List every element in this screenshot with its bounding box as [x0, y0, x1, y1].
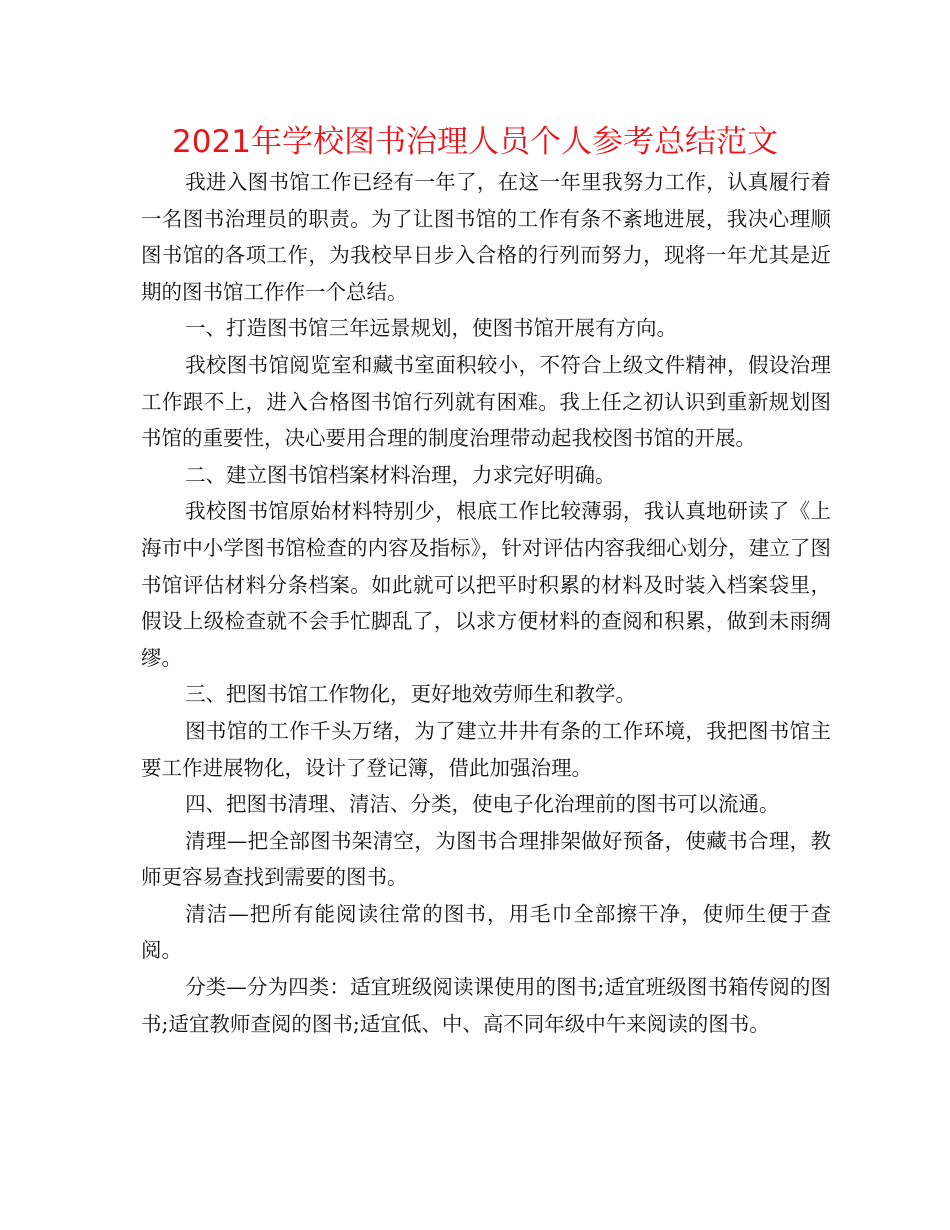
paragraph-cleanup: 清理—把全部图书架清空，为图书合理排架做好预备，使藏书合理，教师更容易查找到需要的图书。 — [141, 828, 831, 890]
paragraph-cleaning: 清洁—把所有能阅读往常的图书，用毛巾全部擦干净，使师生便于查阅。 — [141, 901, 831, 963]
paragraph-section-1: 我校图书馆阅览室和藏书室面积较小，不符合上级文件精神，假设治理工作跟不上，进入合格图书馆行列就有困难。我上任之初认识到重新规划图书馆的重要性，决心要用合理的制度治理带动起我校图书馆的开展。 — [141, 352, 831, 451]
paragraph-section-2: 我校图书馆原始材料特别少，根底工作比较薄弱，我认真地研读了《上海市中小学图书馆检查的内容及指标》，针对评估内容我细心划分，建立了图书馆评估材料分条档案。如此就可以把平时积累的材料及时装入档案袋里，假设上级检查就不会手忙脚乱了，以求方便材料的查阅和积累，做到未雨绸缪。 — [141, 499, 831, 670]
section-heading-2: 二、建立图书馆档案材料治理，力求完好明确。 — [185, 462, 616, 487]
document-body — [141, 164, 831, 1042]
paragraph-section-3: 图书馆的工作千头万绪，为了建立井井有条的工作环境，我把图书馆主要工作进展物化，设计了登记簿，借此加强治理。 — [141, 718, 831, 780]
section-heading-4: 四、把图书清理、清洁、分类，使电子化治理前的图书可以流通。 — [185, 792, 780, 817]
section-heading-1: 一、打造图书馆三年远景规划，使图书馆开展有方向。 — [185, 316, 678, 341]
paragraph-classification: 分类—分为四类：适宜班级阅读课使用的图书;适宜班级图书箱传阅的图书;适宜教师查阅的图书;适宜低、中、高不同年级中午来阅读的图书。 — [141, 975, 831, 1036]
paragraph-intro: 我进入图书馆工作已经有一年了，在这一年里我努力工作，认真履行着一名图书治理员的职责。为了让图书馆的工作有条不紊地进展，我决心理顺图书馆的各项工作，为我校早日步入合格的行列而努力，现将一年尤其是近期的图书馆工作作一个总结。 — [141, 170, 831, 304]
document-title: 2021年学校图书治理人员个人参考总结范文 — [172, 124, 778, 160]
section-heading-3: 三、把图书馆工作物化，更好地效劳师生和教学。 — [185, 682, 637, 707]
